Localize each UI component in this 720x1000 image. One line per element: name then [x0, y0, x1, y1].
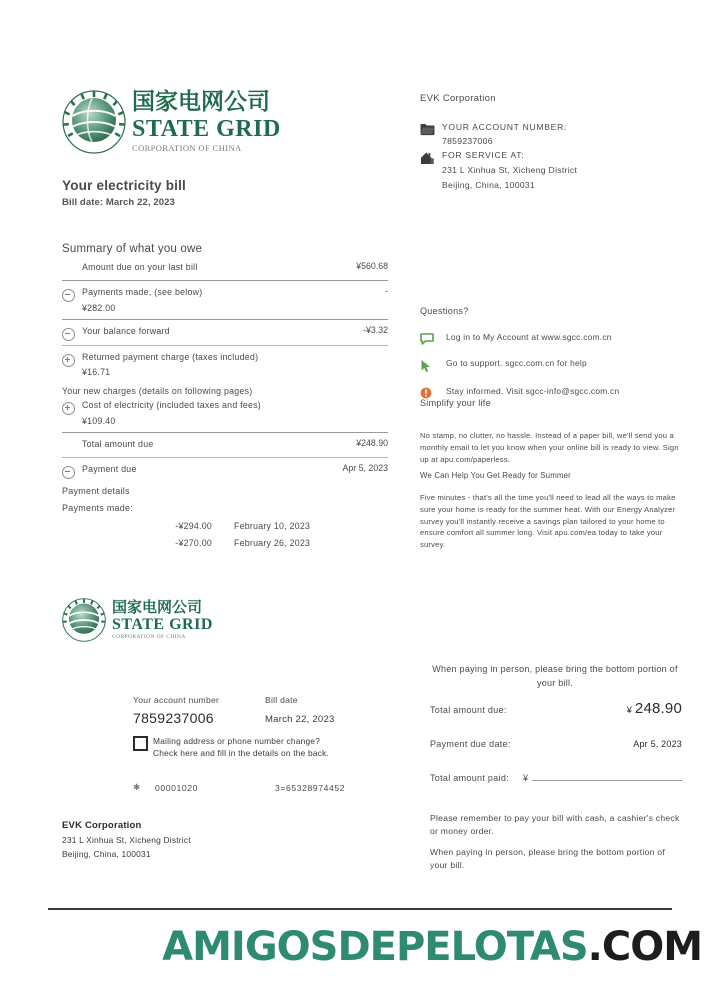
stub-account-block: [133, 695, 383, 759]
summary-row-payments-made: [62, 286, 388, 315]
stub-reference-1: 00001020: [155, 782, 199, 793]
stub-total-due-value: [627, 700, 682, 717]
account-number-row: [420, 122, 685, 146]
payment-amount: -¥294.00: [175, 520, 212, 531]
summary-row-balance-forward: [62, 325, 388, 341]
amount-paid-write-in-line[interactable]: [532, 771, 682, 781]
asterisk-icon: ✱: [133, 782, 141, 792]
watermark-name: AMIGOSDEPELOTAS: [162, 924, 588, 970]
state-grid-logo-header: [62, 90, 281, 154]
summary-row-label-text: Returned payment charge (taxes included): [82, 351, 259, 362]
address-change-line-1: Mailing address or phone number change?: [153, 736, 321, 746]
logo-english-name: STATE GRID: [132, 116, 281, 143]
stub-due-date-row: [430, 739, 682, 749]
new-charges-note: Your new charges (details on following pages): [62, 386, 253, 396]
account-info-block: [420, 93, 685, 194]
stub-bill-date-label: Bill date: [265, 695, 298, 705]
service-address-value: [442, 165, 685, 190]
stub-footer-notes: [430, 812, 685, 872]
summary-row-label: Payment due: [82, 463, 137, 474]
bill-date-label: Bill date: March 22, 2023: [62, 197, 175, 208]
summary-row-amount: -¥3.32: [363, 324, 388, 335]
summary-row-returned-charge: [62, 351, 388, 380]
stub-due-date-value: Apr 5, 2023: [633, 739, 682, 749]
address-change-line-2: Check here and fill in the details on the back.: [153, 748, 330, 759]
summary-row-amount: Apr 5, 2023: [342, 462, 388, 473]
summary-section: [62, 243, 388, 548]
paperless-paragraph: No stamp, no clutter, no hassle. Instead of a paper bill, we'll send you a monthly email to let you know when your online bill is ready to view. Sign up at apu.com/paperless.: [420, 431, 679, 464]
summary-row-label: [82, 286, 385, 315]
stub-amount-paid-label: Total amount paid:: [430, 773, 509, 783]
stub-footer-paragraph-2: When paying in person, please bring the bottom portion of your bill.: [430, 846, 665, 870]
summary-row-label: Your balance forward: [82, 325, 170, 336]
bottom-divider: [48, 908, 672, 910]
plus-circle-icon: [62, 351, 82, 367]
summary-row-label-text: Payments made, (see below): [82, 287, 203, 297]
stub-reference-row: [133, 782, 393, 793]
logo-subtitle: CORPORATION OF CHINA: [132, 143, 242, 154]
summary-divider: [62, 457, 388, 458]
questions-title: Questions?: [420, 306, 469, 316]
summer-subheading: We Can Help You Get Ready for Summer: [420, 471, 571, 480]
summary-row-subamount: ¥16.71: [82, 367, 111, 378]
stub-account-number-value: 7859237006: [133, 710, 214, 726]
stub-account-headers: [133, 695, 383, 705]
summary-row-subamount: ¥282.00: [82, 302, 116, 313]
stub-totals-block: [430, 700, 682, 805]
summary-row-label: [82, 351, 388, 380]
question-item-support: [420, 358, 686, 373]
address-change-checkbox-row[interactable]: [133, 735, 383, 759]
payment-amount: -¥270.00: [175, 537, 212, 548]
summary-divider: [62, 432, 388, 433]
address-change-checkbox[interactable]: [133, 736, 148, 751]
minus-circle-icon: [62, 286, 82, 302]
summary-row-last-bill: [62, 261, 388, 276]
summary-row-amount: ¥560.68: [356, 261, 388, 271]
stub-amount-paid-field[interactable]: [523, 771, 682, 783]
summary-row-label: Amount due on your last bill: [82, 262, 198, 272]
cursor-icon: [420, 358, 446, 373]
minus-circle-icon: [62, 463, 82, 479]
logo-chinese-name: 国家电网公司: [132, 89, 270, 116]
currency-symbol: ¥: [522, 773, 528, 783]
summary-title: Summary of what you owe: [62, 243, 203, 255]
service-address-line-1: 231 L Xinhua St, Xicheng District: [442, 165, 578, 175]
payment-details-title: Payment details: [62, 485, 130, 496]
question-item-text[interactable]: Go to support. sgcc.com.cn for help: [446, 358, 587, 368]
questions-section: [420, 306, 686, 412]
payments-list: [62, 521, 388, 548]
service-address-text: [442, 150, 685, 190]
account-number-value: 7859237006: [442, 136, 493, 146]
payment-date: February 10, 2023: [234, 520, 311, 531]
stub-total-due-row: [430, 700, 682, 717]
plus-circle-icon: [62, 399, 82, 415]
summary-row-payment-due: [62, 463, 388, 479]
stub-total-due-number: 248.90: [634, 700, 682, 717]
watermark: [0, 924, 720, 970]
page-title: Your electricity bill: [62, 178, 186, 193]
summary-divider: [62, 280, 388, 281]
question-item-my-account: [420, 332, 686, 345]
state-grid-wordmark: [112, 597, 213, 641]
watermark-tld: .COM: [587, 924, 702, 970]
speech-bubble-icon: [420, 332, 446, 345]
service-address-line-2: Beijing, China, 100031: [442, 180, 536, 190]
payments-made-title: Payments made:: [62, 502, 134, 513]
state-grid-globe-icon: [62, 90, 126, 154]
stub-addr-line-2: Beijing, China, 100031: [62, 849, 151, 859]
stub-in-person-note: When paying in person, please bring the bottom portion of your bill.: [432, 664, 678, 688]
payment-date: February 26, 2023: [234, 537, 311, 548]
summary-divider: [62, 345, 388, 346]
stub-addr-line-1: 231 L Xinhua St, Xicheng District: [62, 835, 191, 845]
stub-reference-2: 3=65328974452: [275, 782, 346, 793]
account-number-label: YOUR ACCOUNT NUMBER:: [442, 122, 568, 132]
service-address-row: [420, 150, 685, 190]
account-number-text: [442, 122, 685, 146]
minus-circle-icon: [62, 325, 82, 341]
logo-chinese-name: 国家电网公司: [112, 597, 203, 616]
stub-amount-paid-row: [430, 771, 682, 783]
summary-row-subamount: ¥109.40: [82, 415, 116, 426]
energy-analyzer-paragraph: Five minutes - that's all the time you'll need to lead all the ways to make sure your home is ready for the summer heat. With our Energy Analyzer survey you'll instantly receive a savings plan tailored to your home to ensure comfort all summer long. Visit apu.com/ea today to take your survey.: [420, 493, 676, 550]
stub-account-number-label: Your account number: [133, 695, 220, 705]
home-icon: [420, 150, 442, 165]
folder-icon: [420, 122, 442, 136]
stub-bill-date-value: March 22, 2023: [265, 714, 335, 725]
summary-divider: [62, 319, 388, 320]
address-change-text: [153, 735, 329, 759]
state-grid-globe-icon: [62, 598, 106, 642]
payment-entry: [140, 521, 388, 531]
summary-row-icon-none: [62, 261, 82, 264]
stub-account-values: [133, 710, 383, 726]
customer-name: EVK Corporation: [420, 93, 496, 104]
summary-row-amount: -: [385, 286, 388, 296]
stub-addr-name: EVK Corporation: [62, 820, 142, 831]
question-item-text[interactable]: Log in to My Account at www.sgcc.com.cn: [446, 332, 612, 342]
summary-row-cost-of-electricity: [62, 399, 388, 428]
stub-footer-paragraph-1: Please remember to pay your bill with cash, a cashier's check or money order.: [430, 813, 680, 837]
stub-due-date-label: Payment due date:: [430, 739, 511, 749]
stub-mailing-address: [62, 820, 322, 859]
payment-entry: [140, 538, 388, 548]
summary-row-label-text: Cost of electricity (included taxes and fees): [82, 400, 261, 410]
stub-total-due-label: Total amount due:: [430, 705, 507, 715]
question-item-text[interactable]: Stay informed. Visit sgcc-info@sgcc.com.cn: [446, 386, 620, 396]
state-grid-wordmark: [132, 91, 281, 153]
currency-symbol: ¥: [626, 705, 632, 715]
simplify-title: Simplify your life: [420, 398, 491, 408]
summary-row-total-due: [62, 438, 388, 453]
service-address-label: FOR SERVICE AT:: [442, 150, 525, 160]
summary-row-icon-none: [62, 438, 82, 441]
summary-row-label: [82, 399, 388, 428]
state-grid-logo-stub: [62, 598, 213, 642]
logo-subtitle: CORPORATION OF CHINA: [112, 633, 186, 640]
summary-row-amount: ¥248.90: [356, 437, 388, 448]
logo-english-name: STATE GRID: [112, 615, 213, 633]
summary-row-label: Total amount due: [82, 438, 154, 449]
